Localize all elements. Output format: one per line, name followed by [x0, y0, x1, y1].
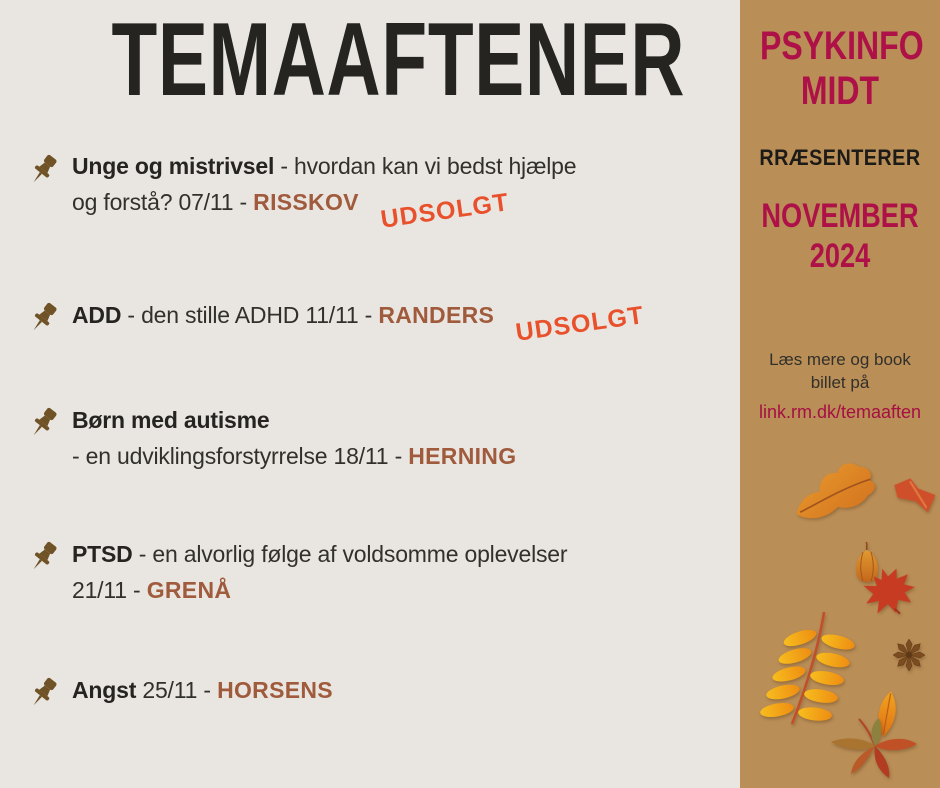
sidebar-text	[740, 24, 940, 424]
month-line2: 2024	[809, 237, 871, 275]
page-title: TEMAAFTENER	[111, 2, 686, 118]
event-line	[72, 148, 712, 184]
cta-line1: Læs mere og book	[769, 350, 911, 369]
event-text: - den stille ADHD 11/11 -	[121, 302, 379, 328]
event-item-add	[72, 297, 712, 347]
cta-line2: billet på	[810, 373, 870, 392]
pushpin-icon	[26, 674, 62, 710]
event-item-boern-med-autisme	[72, 402, 712, 474]
event-title: ADD	[72, 302, 122, 328]
event-text: 25/11 -	[136, 677, 218, 703]
event-location: RISSKOV	[253, 189, 359, 215]
event-location: GRENÅ	[146, 577, 232, 603]
oak-leaf-icon	[782, 451, 888, 530]
maple-leaf-icon	[853, 561, 920, 622]
event-title: Angst	[72, 677, 137, 703]
brand-name-line1: PSYKINFO	[760, 24, 924, 68]
event-title: PTSD	[72, 541, 133, 567]
event-text: - en alvorlig følge af voldsomme oplevelser	[132, 541, 568, 567]
soldout-badge: UDSOLGT	[514, 301, 646, 347]
star-anise-icon	[890, 638, 928, 673]
torn-leaf-icon	[887, 473, 940, 519]
event-location: HERNING	[408, 443, 517, 469]
event-text: - hvordan kan vi bedst hjælpe	[274, 153, 577, 179]
rowan-leaf-icon	[758, 608, 863, 728]
cta-text	[740, 348, 940, 394]
event-title: Børn med autisme	[72, 407, 270, 433]
event-line	[72, 536, 712, 572]
creeper-leaf-icon	[825, 716, 920, 788]
event-item-ptsd	[72, 536, 712, 608]
event-line	[72, 438, 712, 474]
event-line	[72, 572, 712, 608]
month-line1: NOVEMBER	[761, 197, 919, 235]
event-location: HORSENS	[217, 677, 333, 703]
presents-label: RRÆSENTERER	[759, 145, 921, 170]
soldout-badge: UDSOLGT	[378, 188, 511, 234]
event-line	[72, 402, 712, 438]
event-location: RANDERS	[378, 302, 495, 328]
event-item-unge-og-mistrivsel	[72, 148, 712, 234]
event-text: 21/11 -	[72, 577, 147, 603]
sidebar	[740, 0, 940, 788]
brand	[740, 24, 940, 114]
booking-link[interactable]: link.rm.dk/temaaften	[758, 402, 922, 422]
event-line	[72, 672, 712, 708]
pushpin-icon	[26, 151, 62, 187]
event-item-angst	[72, 672, 712, 708]
page-title-wrap	[0, 2, 740, 118]
event-title: Unge og mistrivsel	[72, 153, 275, 179]
month-label	[740, 196, 940, 276]
pushpin-icon	[26, 404, 62, 440]
event-text: - en udviklingsforstyrrelse 18/11 -	[72, 443, 409, 469]
pushpin-icon	[26, 538, 62, 574]
brand-name-line2: MIDT	[800, 69, 880, 113]
event-line	[72, 297, 712, 347]
pushpin-icon	[26, 299, 62, 335]
event-text: og forstå? 07/11 -	[72, 189, 254, 215]
event-line	[72, 184, 712, 234]
